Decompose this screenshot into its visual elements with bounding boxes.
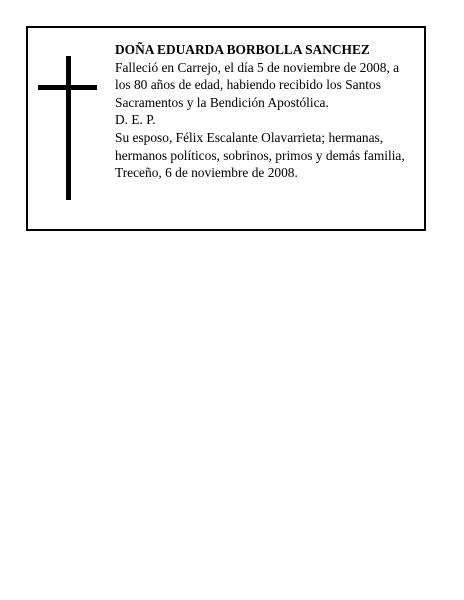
obituary-notice	[26, 26, 426, 231]
notice-line: Sacramentos y la Bendición Apostólica.	[115, 94, 329, 110]
notice-line: los 80 años de edad, habiendo recibido los Santos	[115, 77, 381, 93]
cross-vertical-bar	[66, 56, 71, 200]
notice-line: Su esposo, Félix Escalante Olavarrieta; hermanas,	[115, 129, 384, 145]
notice-text	[115, 41, 420, 182]
rest-in-peace-line: D. E. P.	[115, 112, 156, 128]
notice-line: Falleció en Carrejo, el día 5 de noviembre de 2008, a	[115, 59, 400, 75]
notice-line: hermanos políticos, sobrinos, primos y demás familia,	[115, 147, 405, 163]
deceased-name: DOÑA EDUARDA BORBOLLA SANCHEZ	[115, 42, 370, 57]
cross-horizontal-bar	[38, 85, 97, 90]
notice-date-line: Treceño, 6 de noviembre de 2008.	[115, 165, 298, 181]
